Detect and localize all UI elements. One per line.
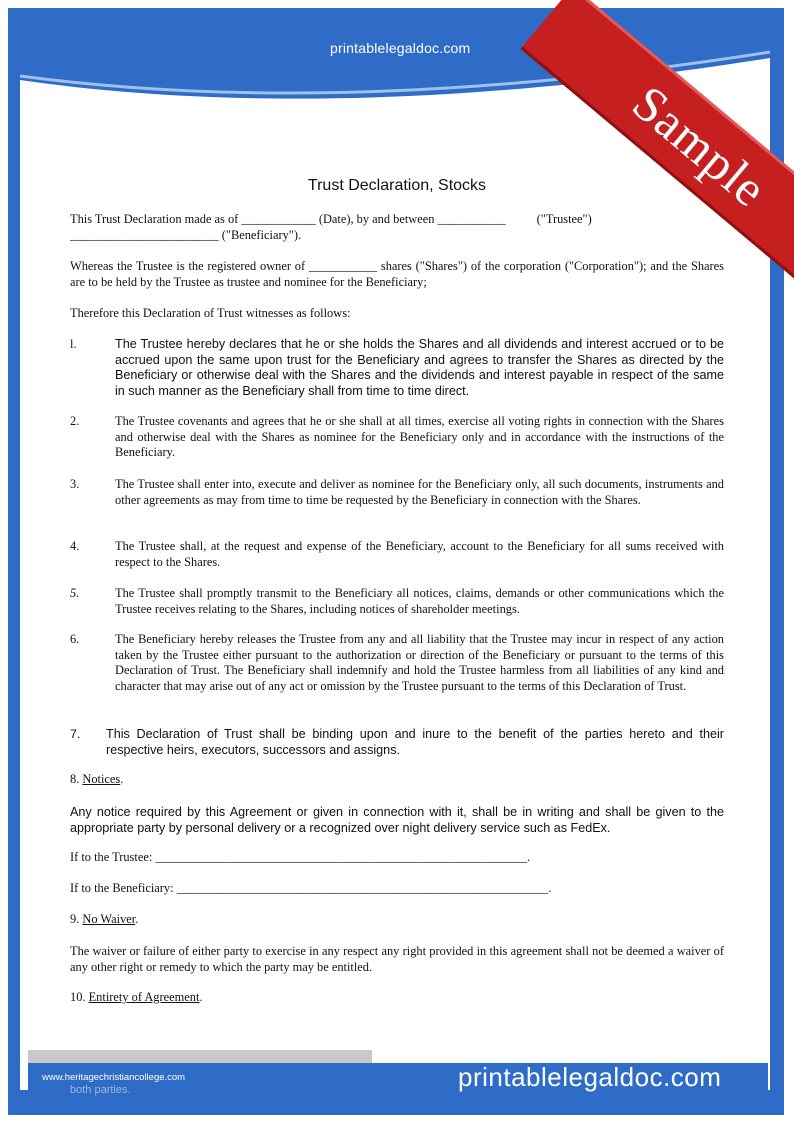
item-text: The Beneficiary hereby releases the Trustee from any and all liability that the Trustee may incur in respect of any action taken by the Trustee either pursuant to the authorization or direction of the Beneficiary or pursuant to the terms of this Declaration of Trust. The Beneficiary shall indemnify and hold the Trustee harmless from all liabilities of any kind and character that may arise out of any act or omission by the Trustee pursuant to the terms of this Declaration of Trust. bbox=[115, 632, 724, 693]
notices-text: Any notice required by this Agreement or given in connection with it, shall be in writing and shall be given to the appropriate party by personal delivery or a recognized over night delivery service such as FedEx. bbox=[70, 805, 724, 835]
entirety-heading: Entirety of Agreement bbox=[88, 990, 200, 1004]
item-number: 7. bbox=[70, 727, 81, 741]
footer-site-link[interactable]: printablelegaldoc.com bbox=[458, 1062, 722, 1092]
sample-ribbon-label: Sample bbox=[622, 74, 778, 218]
item-number: 6. bbox=[70, 632, 80, 646]
header-site-link[interactable]: printablelegaldoc.com bbox=[330, 40, 471, 56]
cut-off-text: both parties. bbox=[70, 1084, 131, 1096]
item-number: 3. bbox=[70, 477, 80, 491]
item-text: The Trustee shall, at the request and expense of the Beneficiary, account to the Beneficiary for all sums received with respect to the Shares. bbox=[115, 539, 724, 569]
item-text: This Declaration of Trust shall be binding upon and inure to the benefit of the parties hereto and their respective heirs, executors, successors and assigns. bbox=[106, 727, 724, 757]
item-text: The Trustee shall promptly transmit to the Beneficiary all notices, claims, demands or other communications which the Trustee receives relating to the Shares, including notices of shareholder meetings. bbox=[115, 586, 724, 616]
entirety-heading-row: 10. Entirety of Agreement. bbox=[70, 990, 203, 1004]
notices-heading-row: 8. Notices. bbox=[70, 772, 124, 786]
notices-heading: Notices bbox=[82, 772, 121, 786]
footer-grey-band bbox=[28, 1050, 372, 1063]
item-number: l. bbox=[70, 337, 77, 351]
entirety-number: 10. bbox=[70, 990, 86, 1004]
item-text: The Trustee shall enter into, execute and deliver as nominee for the Beneficiary only, all such documents, instruments and other agreements as may from time to time be requested by the Beneficiary in connection with the Shares. bbox=[115, 477, 724, 507]
whereas-clause: Whereas the Trustee is the registered owner of ___________ shares ("Shares") of the corporation ("Corporation"); and the Shares are to be held by the Trustee as trustee and nominee for the Beneficiary; bbox=[70, 259, 724, 289]
item-number: 2. bbox=[70, 414, 80, 428]
beneficiary-address-line: If to the Beneficiary: ____________________________________________________________. bbox=[70, 881, 552, 895]
document-title: Trust Declaration, Stocks bbox=[307, 177, 487, 194]
intro-line-1: This Trust Declaration made as of ____________ (Date), by and between ___________ ("Trustee") bbox=[70, 212, 592, 226]
item-number: 5. bbox=[70, 586, 80, 600]
waiver-heading-row: 9. No Waiver. bbox=[70, 912, 139, 926]
item-text: The Trustee covenants and agrees that he or she shall at all times, exercise all voting rights in connection with the Shares and otherwise deal with the Shares as nominee for the Beneficiary only and in accordance with the instructions of the Beneficiary. bbox=[115, 414, 724, 460]
waiver-heading: No Waiver bbox=[82, 912, 136, 926]
intro-line-2: ________________________ ("Beneficiary"). bbox=[70, 228, 302, 242]
therefore-clause: Therefore this Declaration of Trust witnesses as follows: bbox=[70, 306, 351, 320]
item-text: The Trustee hereby declares that he or she holds the Shares and all dividends and interest accrued or to be accrued upon the same upon trust for the Beneficiary and agrees to transfer the Shares as directed by the Beneficiary or otherwise deal with the Shares and the dividends and interest payable in respect of the same in such manner as the Beneficiary shall from time to time direct. bbox=[115, 337, 724, 398]
waiver-text: The waiver or failure of either party to exercise in any respect any right provided in this agreement shall not be deemed a waiver of any other right or remedy to which the party may be entitled. bbox=[70, 944, 724, 974]
waiver-number: 9. bbox=[70, 912, 80, 926]
notices-number: 8. bbox=[70, 772, 80, 786]
item-number: 4. bbox=[70, 539, 80, 553]
footer-watermark: www.heritagechristiancollege.com bbox=[42, 1072, 186, 1083]
trustee-address-line: If to the Trustee: ____________________________________________________________. bbox=[70, 850, 531, 864]
